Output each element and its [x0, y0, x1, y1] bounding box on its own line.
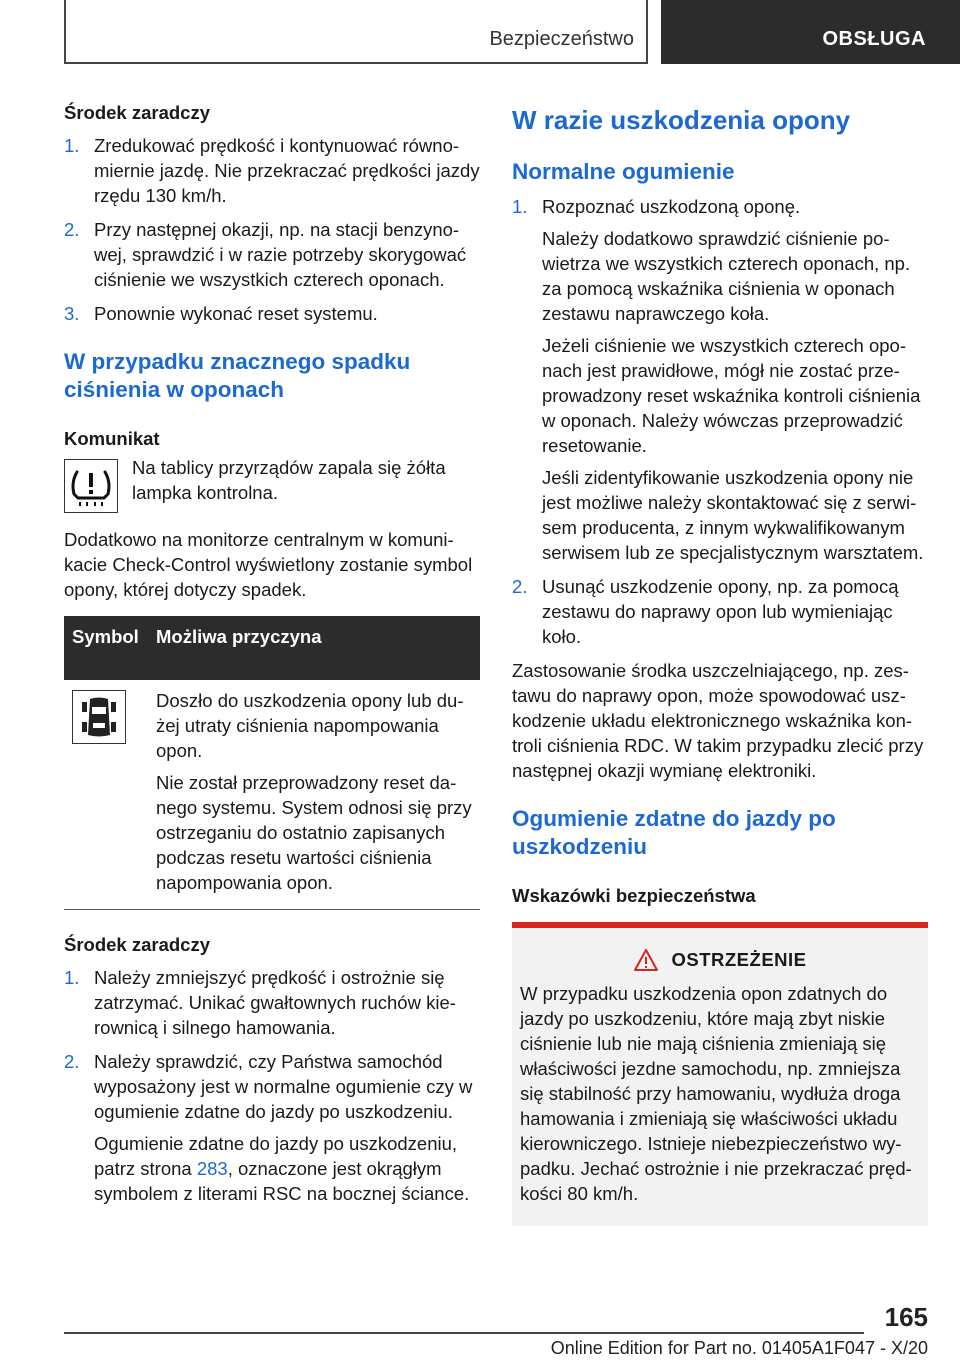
cause-text: Nie został przeprowadzony reset danego systemu. System odnosi się przy ostrzeganiu do ostatnio zapisanych podczas resetu wartości ciśnienia napompowania opon.: [156, 772, 472, 893]
table-cell-symbol: [64, 688, 156, 895]
section-heading: W przypadku znacznego spadku ciśnienia w oponach: [64, 349, 411, 402]
message-row: [64, 455, 480, 513]
steps-list: [512, 194, 928, 649]
column-header-symbol: Symbol: [72, 626, 139, 647]
list-text: Jeśli zidentyfikowanie uszkodzenia opony nie jest możliwe należy skontaktować się z serwisem producenta, z innym wykwalifikowanym serwisem lub ze specjalistycznym warsztatem.: [542, 467, 924, 563]
footer-divider: [64, 1332, 864, 1334]
chapter-tab[interactable]: [661, 0, 960, 64]
check-control-text: Dodatkowo na monitorze centralnym w komunikacie Check-Control wyświetlony zostanie symbol opony, której dotyczy spadek.: [64, 529, 473, 600]
section-heading: Ogumienie zdatne do jazdy po uszkodzeniu: [512, 806, 836, 859]
list-number: 3.: [64, 303, 80, 324]
car-tire-symbol-icon: [72, 690, 126, 744]
section-title: Bezpieczeństwo: [489, 28, 634, 50]
list-item: [64, 965, 480, 1040]
list-number: 2.: [64, 219, 80, 240]
list-number: 1.: [64, 967, 80, 988]
message-title: Komunikat: [64, 428, 160, 449]
rsc-note-text: Ogumienie zdatne do jazdy po uszkodzeniu, patrz strona: [94, 1133, 458, 1179]
left-column: [64, 100, 480, 1215]
tire-pressure-warning-icon: [64, 459, 118, 513]
list-item: [512, 574, 928, 649]
page-heading: W razie uszkodzenia opony: [512, 105, 851, 135]
header-divider: [646, 0, 648, 64]
column-header-cause: Możliwa przyczyna: [156, 626, 322, 647]
sealant-text: Zastosowanie środka uszczelniającego, np. zestawu do naprawy opon, może spowodować uszkodzenie układu elektronicznego wskaźnika kontroli ciśnienia RDC. W takim przypadku zlecić przy następnej okazji wymianę elektroniki.: [512, 660, 924, 781]
list-text: Jeżeli ciśnienie we wszystkich czterech oponach jest prawidłowe, mógł nie zostać przeprowadzony reset wskaźnika kontroli ciśnienia w oponach. Należy wówczas przeprowadzić resetowanie.: [542, 335, 921, 456]
footer-edition: Online Edition for Part no. 01405A1F047 - X/20: [550, 1338, 928, 1358]
list-item: [64, 301, 480, 326]
warning-title: OSTRZEŻENIE: [671, 949, 807, 970]
page-number: 165: [884, 1302, 928, 1332]
list-item: [64, 133, 480, 208]
list-number: 1.: [512, 196, 528, 217]
header-divider: [64, 62, 648, 64]
list-number: 2.: [512, 576, 528, 597]
list-item: [512, 194, 928, 565]
remedy-title: Środek zaradczy: [64, 102, 211, 123]
list-text: Przy następnej okazji, np. na stacji benzynowej, sprawdzić i w razie potrzeby skorygować ciśnienie we wszystkich czterech oponach.: [94, 219, 467, 290]
warning-title-row: [520, 948, 920, 972]
remedy-title: Środek zaradczy: [64, 934, 211, 955]
chapter-tab-label: OBSŁUGA: [822, 28, 926, 50]
section-heading: Normalne ogumienie: [512, 159, 735, 184]
list-text: Należy dodatkowo sprawdzić ciśnienie powietrza we wszystkich czterech oponach, np. za pomocą wskaźnika ciśnienia w oponach zestawu naprawczego koła.: [542, 228, 911, 324]
page-link[interactable]: 283: [196, 1158, 228, 1179]
message-text: Na tablicy przyrządów zapala się żółta lampka kontrolna.: [132, 457, 446, 503]
list-text: Należy sprawdzić, czy Państwa samochód wyposażony jest w normalne ogumienie czy w ogumienie zdatne do jazdy po uszkodzeniu.: [94, 1051, 473, 1122]
list-item: [64, 1049, 480, 1206]
list-text: Ponownie wykonać reset systemu.: [94, 303, 378, 324]
rsc-note-text: , oznaczone jest okrągłym symbolem z literami RSC na bocznej ściance.: [94, 1158, 470, 1204]
rsc-note: [94, 1131, 480, 1206]
remedy-list: [64, 133, 480, 326]
symbol-table: [64, 616, 480, 910]
warning-triangle-icon: [633, 948, 659, 972]
header-divider: [64, 0, 66, 64]
list-text: Należy zmniejszyć prędkość i ostrożnie się zatrzymać. Unikać gwałtownych ruchów kierownicą i silnego hamowania.: [94, 967, 456, 1038]
list-number: 2.: [64, 1051, 80, 1072]
cause-text: Doszło do uszkodzenia opony lub dużej utraty ciśnienia napompowania opon.: [156, 690, 464, 761]
right-column: [512, 104, 928, 1226]
warning-text: W przypadku uszkodzenia opon zdatnych do jazdy po uszkodzeniu, które mają zbyt niskie ciśnienie lub nie mają ciśnienia zmieniają się właściwości jezdne samochodu, np. zmniejsza się stabilność przy hamowaniu, wydłuża droga hamowania i zmieniają się właściwości układu kierowniczego. Istnieje niebezpieczeństwo wypadku. Jechać ostrożnie i nie przekraczać prędkości 80 km/h.: [520, 983, 912, 1204]
table-cell-cause: [156, 688, 480, 895]
warning-box: [512, 922, 928, 1226]
list-item: [64, 217, 480, 292]
list-number: 1.: [64, 135, 80, 156]
table-header: [64, 616, 480, 680]
list-text: Rozpoznać uszkodzoną oponę.: [542, 196, 801, 217]
remedy-list: [64, 965, 480, 1206]
table-row: [64, 680, 480, 910]
list-text: Usunąć uszkodzenie opony, np. za pomocą zestawu do naprawy opon lub wymieniając koło.: [542, 576, 899, 647]
safety-title: Wskazówki bezpieczeństwa: [512, 885, 756, 906]
list-text: Zredukować prędkość i kontynuować równomiernie jazdę. Nie przekraczać prędkości jazdy rzędu 130 km/h.: [94, 135, 480, 206]
